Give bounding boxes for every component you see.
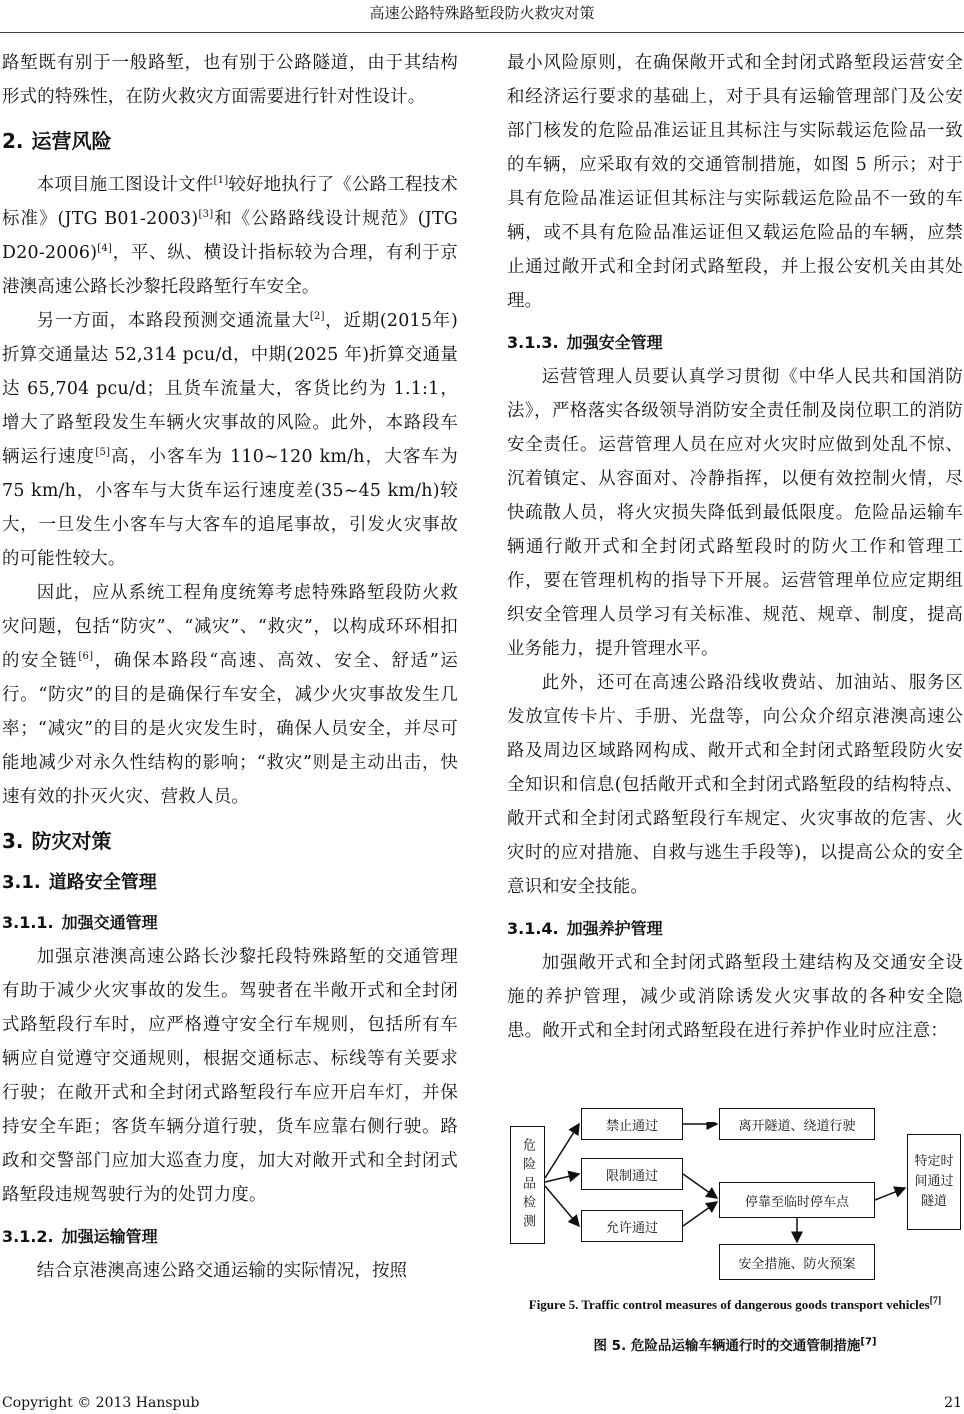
section-number: 3.1.: [2, 872, 41, 893]
section-number: 2.: [2, 129, 24, 153]
box-label: 禁止通过: [605, 1118, 658, 1134]
paragraph-2-1: [2, 168, 458, 304]
section-3-1-3-heading: [507, 328, 963, 358]
paragraph-3-1-2: 结合京港澳高速公路交通运输的实际情况，按照: [36, 1261, 408, 1281]
running-header: [0, 0, 964, 33]
section-title: 加强交通管理: [61, 913, 158, 932]
citation: [2]: [309, 311, 325, 323]
box-label: 安全措施、防火预案: [738, 1256, 856, 1272]
section-number: 3.1.4.: [507, 919, 559, 938]
section-number: 3.1.1.: [2, 913, 54, 932]
section-title: 加强运输管理: [61, 1227, 158, 1246]
figure-5-caption-zh: [507, 1336, 963, 1356]
no-passage-box: [581, 1108, 683, 1140]
temporary-parking-box: [719, 1182, 875, 1218]
paragraph-3-1-3-a: 运营管理人员要认真学习贯彻《中华人民共和国消防法》，严格落实各级领导消防安全责任制及岗位职工的消防安全责任。运营管理人员在应对火灾时应做到处乱不惊、沉着镇定、从容面对、冷静指挥，以便有效控制火情，尽快疏散人员，将火灾损失降低到最低限度。危险品运输车辆通行敞开式和全封闭式路堑段时的防火工作和管理工作，要在管理机构的指导下开展。运营管理单位应定期组织安全管理人员学习有关标准、规范、规章、制度，提高业务能力，提升管理水平。: [507, 367, 963, 659]
citation: [7]: [929, 1295, 942, 1307]
section-title: 道路安全管理: [48, 872, 157, 893]
page-number: 21: [944, 1395, 962, 1411]
paragraph-3-1-4: 加强敞开式和全封闭式路堑段土建结构及交通安全设施的养护管理，减少或消除诱发火灾事故的各种安全隐患。敞开式和全封闭式路堑段在进行养护作业时应注意：: [507, 953, 963, 1041]
section-title: 加强养护管理: [566, 919, 663, 938]
paragraph-3-1-2-continued: 最小风险原则，在确保敞开式和全封闭式路堑段运营安全和经济运行要求的基础上，对于具有运输管理部门及公安部门核发的危险品准运证且其标注与实际载运危险品一致的车辆，应采取有效的交通管制措施，如图 5 所示；对于具有危险品准运证但其标注与实际载运危险品不一致的车辆，或不具有危险品准运证但又载运危险品的车辆，应禁止通过敞开式和全封闭式路堑段，并上报公安机关由其处理。: [507, 53, 963, 311]
section-title: 运营风险: [31, 129, 112, 153]
box-label: 危险品检测: [520, 1137, 535, 1233]
paragraph-2-3: [2, 576, 458, 814]
section-title: 加强安全管理: [566, 333, 663, 352]
text-run: 因此，应从系统工程角度统筹考虑特殊路堑段防火救灾问题，包括“防灾”、“减灾”、“救灾”，以构成环环相扣的安全链: [2, 583, 458, 671]
text-run: 另一方面，本路段预测交通流量大: [36, 311, 310, 331]
paragraph-3-1-3-b: 此外，还可在高速公路沿线收费站、加油站、服务区发放宣传卡片、手册、光盘等，向公众介绍京港澳高速公路及周边区域路网构成、敞开式和全封闭式路堑段防火安全知识和信息(包括敞开式和全封闭式路堑段的结构特点、敞开式和全封闭式路堑段行车规定、火灾事故的危害、火灾时的应对措施、自救与逃生手段等)，以提高公众的安全意识和安全技能。: [507, 673, 963, 897]
restricted-passage-box: [581, 1158, 683, 1190]
text-run: ，近期(2015年)折算交通量达 52,314 pcu/d，中期(2025 年)折算交通量达 65,704 pcu/d；且货车流量大，客货比约为 1.1:1，增大了路堑段发生车辆火灾事故的风险。此外，本路段车辆运行速度: [2, 311, 458, 467]
safety-fire-plan-box: [719, 1244, 875, 1280]
text-run: 和《公路路线设计规范》(JTG D20-2006): [2, 209, 458, 263]
caption-text: 图 5. 危险品运输车辆通行时的交通管制措施: [593, 1338, 861, 1354]
box-label: 离开隧道、绕道行驶: [738, 1118, 856, 1134]
copyright-notice: Copyright © 2013 Hanspub: [2, 1395, 200, 1411]
text-run: ，确保本路段“高速、高效、安全、舒适”运行。“防灾”的目的是确保行车安全，减少火灾事故发生几率；“减灾”的目的是火灾发生时，确保人员安全，并尽可能地减少对永久性结构的影响；“救灾”则是主动出击，快速有效的扑灭火灾、营救人员。: [2, 651, 458, 807]
text-run: 本项目施工图设计文件: [36, 175, 214, 195]
arrow-stop-special: [875, 1188, 905, 1200]
text-run: 较好地执行了《公路工程技术标准》(JTG B01-2003): [2, 175, 458, 229]
citation: [5]: [95, 447, 111, 459]
allowed-passage-box: [581, 1210, 683, 1242]
box-label: 特定时间通过隧道: [914, 1154, 954, 1209]
section-3-heading: [2, 826, 458, 856]
arrow-detect-allow: [545, 1186, 579, 1226]
section-2-heading: [2, 126, 458, 156]
section-3-1-4-heading: [507, 914, 963, 944]
arrow-detect-restrict: [545, 1174, 579, 1182]
running-header-title: 高速公路特殊路堑段防火救灾对策: [369, 4, 595, 22]
paragraph-2-2: [2, 304, 458, 576]
right-column: [507, 46, 963, 1048]
page-footer: [0, 1392, 964, 1414]
section-number: 3.1.2.: [2, 1227, 54, 1246]
section-3-1-heading: [2, 868, 458, 898]
paragraph-intro: 路堑既有别于一般路堑，也有别于公路隧道，由于其结构形式的特殊性，在防火救灾方面需要进行针对性设计。: [2, 53, 458, 107]
left-column: [2, 46, 458, 1288]
arrow-restrict-stop: [683, 1174, 717, 1198]
text-run: 高，小客车为 110~120 km/h，大客车为 75 km/h，小客车与大货车运行速度差(35~45 km/h)较大，一旦发生小客车与大客车的追尾事故，引发火灾事故的可能性较大。: [2, 447, 458, 569]
citation: [6]: [78, 651, 94, 663]
citation: [3]: [198, 209, 214, 221]
dangerous-goods-detection-box: [510, 1126, 545, 1244]
section-3-1-1-heading: [2, 908, 458, 938]
section-3-1-2-heading: [2, 1222, 458, 1252]
citation: [4]: [97, 243, 113, 255]
figure-5-flowchart: [507, 1118, 963, 1286]
box-label: 限制通过: [605, 1168, 658, 1184]
text-run: ，平、纵、横设计指标较为合理，有利于京港澳高速公路长沙黎托段路堑行车安全。: [2, 243, 458, 297]
citation: [1]: [213, 175, 229, 187]
caption-text: Figure 5. Traffic control measures of dangerous goods transport vehicles: [528, 1297, 930, 1312]
figure-5-caption-en: [507, 1296, 963, 1314]
special-time-passage-box: [907, 1134, 961, 1230]
citation: [7]: [860, 1336, 877, 1348]
box-label: 停靠至临时停车点: [744, 1194, 849, 1210]
arrow-detect-forbid: [545, 1124, 579, 1178]
section-number: 3.1.3.: [507, 333, 559, 352]
section-title: 防灾对策: [31, 829, 112, 853]
section-number: 3.: [2, 829, 24, 853]
box-label: 允许通过: [605, 1220, 658, 1236]
paragraph-3-1-1: 加强京港澳高速公路长沙黎托段特殊路堑的交通管理有助于减少火灾事故的发生。驾驶者在半敞开式和全封闭式路堑段行车时，应严格遵守安全行车规则，包括所有车辆应自觉遵守交通规则，根据交通标志、标线等有关要求行驶；在敞开式和全封闭式路堑段行车应开启车灯，并保持安全车距；客货车辆分道行驶，货车应靠右侧行驶。路政和交警部门应加大巡查力度，加大对敞开式和全封闭式路堑段违规驾驶行为的处罚力度。: [2, 947, 458, 1205]
arrow-allow-stop: [683, 1202, 717, 1226]
leave-tunnel-detour-box: [719, 1108, 875, 1140]
